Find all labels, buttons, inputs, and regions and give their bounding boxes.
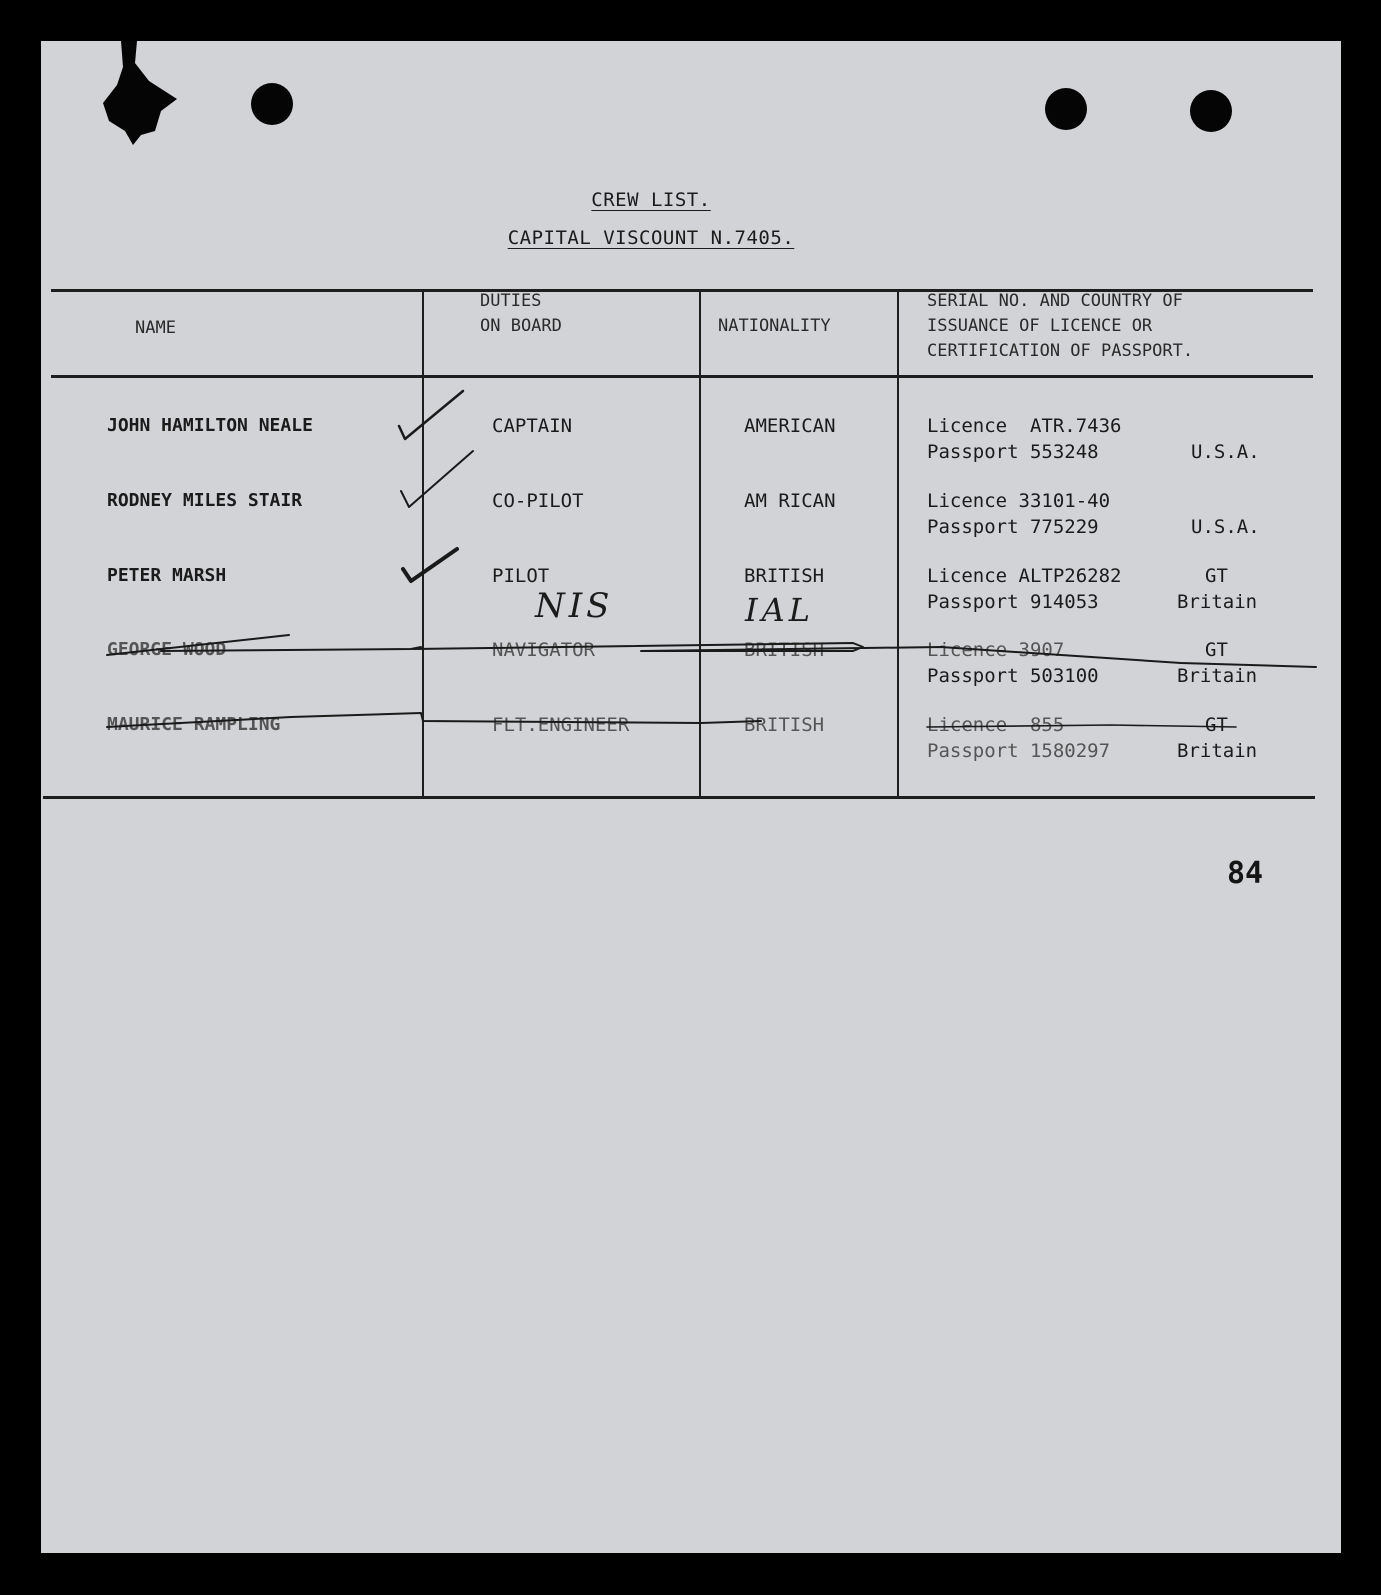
- licence-number: Licence 3907: [927, 639, 1065, 661]
- column-divider: [897, 289, 899, 799]
- crew-duty: CO-PILOT: [492, 490, 584, 512]
- crew-duty: CAPTAIN: [492, 415, 573, 437]
- crew-name: JOHN HAMILTON NEALE: [107, 415, 313, 436]
- issuing-country: U.S.A.: [1191, 516, 1260, 538]
- header-serial: SERIAL NO. AND COUNTRY OF ISSUANCE OF LICENCE OR CERTIFICATION OF PASSPORT.: [927, 291, 1194, 361]
- crew-duty: PILOT: [492, 565, 550, 587]
- passport-number: Passport 503100: [927, 665, 1099, 687]
- document-title: CREW LIST.: [591, 189, 711, 211]
- issuing-country: Britain: [1177, 740, 1258, 762]
- check-mark: [401, 451, 473, 507]
- crew-name: PETER MARSH: [107, 565, 227, 586]
- issuing-country: Britain: [1177, 591, 1258, 613]
- table-bottom-rule: [43, 796, 1315, 799]
- crew-nationality: AMERICAN: [744, 415, 836, 437]
- check-mark: [403, 549, 457, 581]
- licence-number: Licence ATR.7436: [927, 415, 1122, 437]
- issuing-country: U.S.A.: [1191, 441, 1260, 463]
- header-bottom-rule: [51, 375, 1313, 378]
- crew-duty: FLT.ENGINEER: [492, 714, 630, 736]
- licence-number: Licence ALTP26282: [927, 565, 1122, 587]
- issuing-country: Britain: [1177, 665, 1258, 687]
- crew-nationality: AM RICAN: [744, 490, 836, 512]
- issuing-country-line1: GT: [1205, 639, 1228, 661]
- document-subtitle: CAPITAL VISCOUNT N.7405.: [507, 227, 795, 249]
- passport-number: Passport 914053: [927, 591, 1099, 613]
- check-mark: [399, 391, 463, 439]
- header-duties: DUTIES ON BOARD: [480, 291, 562, 336]
- crew-name: GEORGE WOOD: [107, 639, 227, 660]
- punch-hole: [251, 83, 293, 125]
- issuing-country-line1: GT: [1205, 714, 1228, 736]
- page-number: 84: [1227, 856, 1264, 891]
- column-divider: [699, 289, 701, 799]
- crew-duty: NAVIGATOR: [492, 639, 595, 661]
- handwritten-duty-note: NIS: [535, 586, 614, 626]
- issuing-country-line1: GT: [1205, 565, 1228, 587]
- passport-number: Passport 1580297: [927, 740, 1111, 762]
- header-nationality: NATIONALITY: [718, 316, 831, 336]
- column-divider: [422, 289, 424, 799]
- torn-corner: [103, 41, 183, 151]
- handwritten-nationality-note: IAL: [745, 591, 814, 629]
- crew-nationality: BRITISH: [744, 639, 825, 661]
- punch-hole: [1045, 88, 1087, 130]
- punch-hole: [1190, 90, 1232, 132]
- licence-number: Licence 33101-40: [927, 490, 1111, 512]
- licence-number: Licence 855: [927, 714, 1065, 736]
- header-name: NAME: [135, 318, 176, 338]
- crew-nationality: BRITISH: [744, 565, 825, 587]
- crew-name: RODNEY MILES STAIR: [107, 490, 303, 511]
- crew-nationality: BRITISH: [744, 714, 825, 736]
- document-page: [41, 41, 1341, 1553]
- passport-number: Passport 775229: [927, 516, 1099, 538]
- crew-name: MAURICE RAMPLING: [107, 714, 281, 735]
- passport-number: Passport 553248: [927, 441, 1099, 463]
